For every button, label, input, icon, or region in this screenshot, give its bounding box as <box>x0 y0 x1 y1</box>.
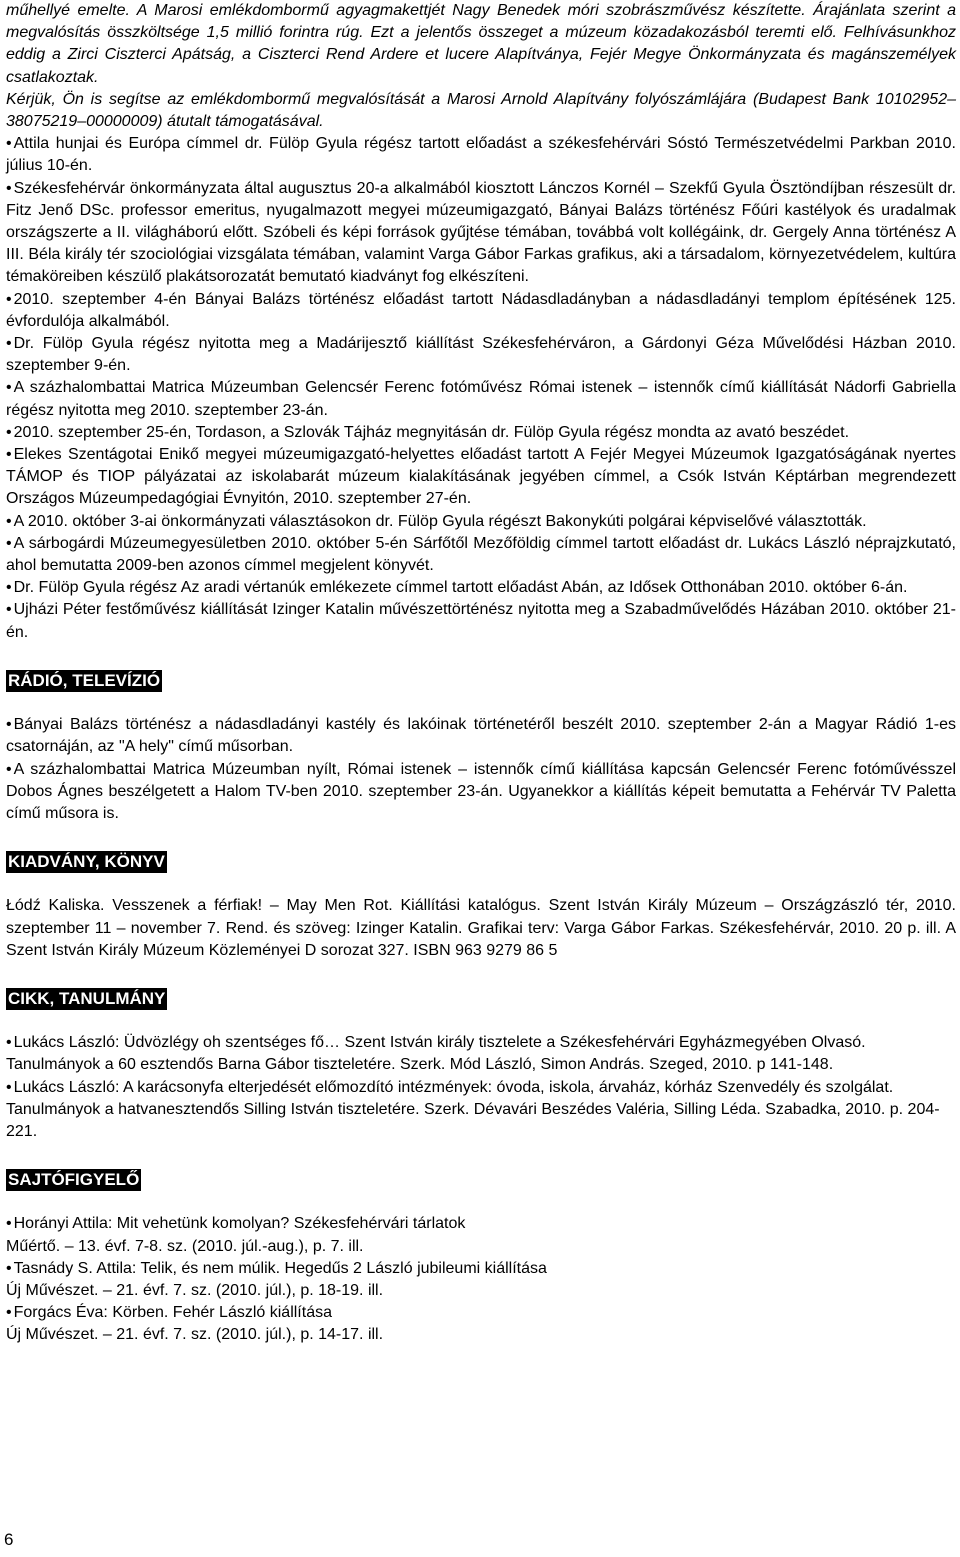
radio-tv-item <box>6 714 956 758</box>
bullet-icon: • <box>6 179 12 197</box>
press-source: Új Művészet. – 21. évf. 7. sz. (2010. júl.), p. 18-19. ill. <box>6 1281 384 1299</box>
article-item <box>6 1032 956 1076</box>
document-page <box>6 0 956 1347</box>
event-item <box>6 377 956 421</box>
press-source: Új Művészet. – 21. évf. 7. sz. (2010. júl.), p. 14-17. ill. <box>6 1326 384 1344</box>
bullet-icon: • <box>6 760 12 778</box>
item-text: Tasnády S. Attila: Telik, és nem múlik. Hegedűs 2 László jubileumi kiállítása <box>13 1259 547 1277</box>
item-text: 2010. szeptember 25-én, Tordason, a Szlovák Tájház megnyitásán dr. Fülöp Gyula régész mondta az avató beszédet. <box>13 423 850 441</box>
event-item <box>6 577 956 599</box>
press-item <box>6 1258 956 1302</box>
item-text: 2010. szeptember 4-én Bányai Balázs történész előadást tartott Nádasdladányban a nádasdladányi templom építésének 125. évfordulója alkalmából. <box>6 290 956 330</box>
item-text: Elekes Szentágotai Enikő megyei múzeumigazgató-helyettes előadást tartott A Fejér Megyei Múzeumok Igazgatóságának nyertes TÁMOP és TIOP pályázatai az iskolabarát múzeum kialakításának jegyében címmel, a Csók István Képtárban megrendezett Országos Múzeumpedagógiai Évnyitón, 2010. szeptember 27-én. <box>6 446 956 508</box>
item-text: Horányi Attila: Mit vehetünk komolyan? Székesfehérvári tárlatok <box>13 1215 466 1233</box>
bullet-icon: • <box>6 290 12 308</box>
bullet-icon: • <box>6 423 12 441</box>
event-item <box>6 599 956 643</box>
publication-entry: Łódź Kaliska. Vesszenek a férfiak! – May Men Rot. Kiállítási katalógus. Szent István Király Múzeum – Országzászló tér, 2010. szeptember 11 – november 7. Rend. és szöveg: Izinger Katalin. Grafikai terv: Varga Gábor Farkas. Székesfehérvár, 2010. 20 p. ill. A Szent István Király Múzeum Közleményei D sorozat 327. ISBN 963 9279 86 5 <box>6 897 956 959</box>
event-item <box>6 133 956 177</box>
event-item <box>6 444 956 511</box>
item-text: Forgács Éva: Körben. Fehér László kiállítása <box>13 1304 332 1322</box>
events-list <box>6 133 956 644</box>
section-heading: RÁDIÓ, TELEVÍZIÓ <box>8 670 161 690</box>
section-heading: SAJTÓFIGYELŐ <box>8 1170 140 1190</box>
event-item <box>6 511 956 533</box>
item-text: Attila hunjai és Európa címmel dr. Fülöp Gyula régész tartott előadást a székesfehérvári Sóstó Természetvédelmi Parkban 2010. július 10-én. <box>6 135 956 175</box>
bullet-icon: • <box>6 446 12 464</box>
event-item <box>6 289 956 333</box>
article-item <box>6 1077 956 1144</box>
item-text: Székesfehérvár önkormányzata által augusztus 20-a alkalmából kiosztott Lánczos Kornél – Szekfű Gyula Ösztöndíjban részesült dr. Fitz Jenő DSc. professor emeritus, nyugalmazott megyei múzeumigazgató, Bányai Balázs történész Főúri kastélyok és uradalmak országszerte a II. világháború előtt. Szóbeli és képi források gyűjtése témában, továbbá volt kollégáink, dr. Gergely Anna történész A III. Béla király tér szociológiai vizsgálata témában, valamint Varga Gábor Farkas grafikus, aki a társadalom, környezetvédelem, kultúra témaköreiben készülő plakátsorozatát bemutató kiadványt fog elkészíteni. <box>6 179 956 286</box>
press-title <box>6 1258 956 1280</box>
section-heading: KIADVÁNY, KÖNYV <box>8 852 165 872</box>
item-text: A százhalombattai Matrica Múzeumban nyílt, Római istenek – istennők című kiállítása kapcsán Gelencsér Ferenc fotóművésszel Dobos Ágnes beszélgetett a Halom TV-ben 2010. szeptember 23-án. Ugyanekkor a kiállítás képeit bemutatta a Fehérvár TV Paletta című műsora is. <box>6 760 956 822</box>
bullet-icon: • <box>6 135 12 153</box>
radio-tv-list <box>6 714 956 825</box>
item-text: A sárbogárdi Múzeumegyesületben 2010. október 5-én Sárfőtől Mezőföldig címmel tartott előadást dr. Lukács László néprajzkutató, ahol bemutatta 2009-ben azonos címmel megjelent könyvét. <box>6 534 956 575</box>
bullet-icon: • <box>6 335 12 353</box>
bullet-icon: • <box>6 534 12 552</box>
bullet-icon: • <box>6 1078 12 1096</box>
item-text: Lukács László: Üdvözlégy oh szentséges fő… Szent István király tisztelete a Székesfehérvári Egyházmegyében Olvasó. Tanulmányok a 60 esztendős Barna Gábor tiszteletére. Szerk. Mód László, Simon András. Szeged, 2010. p 141-148. <box>6 1034 866 1074</box>
press-item <box>6 1213 956 1257</box>
press-title <box>6 1213 956 1235</box>
event-item <box>6 178 956 289</box>
bullet-icon: • <box>6 1034 12 1052</box>
bullet-icon: • <box>6 601 12 619</box>
donation-appeal: Kérjük, Ön is segítse az emlékdombormű megvalósítását a Marosi Arnold Alapítvány folyószámlájára (Budapest Bank 10102952–38075219–00000009) átutalt támogatásával. <box>6 90 956 131</box>
item-text: Dr. Fülöp Gyula régész Az aradi vértanúk emlékezete címmel tartott előadást Abán, az Idősek Otthonában 2010. október 6-án. <box>13 579 908 597</box>
item-text: Ujházi Péter festőművész kiállítását Izinger Katalin művészettörténész nyitotta meg a Szabadművelődés Házában 2010. október 21-én. <box>6 601 956 641</box>
articles-list <box>6 1032 956 1143</box>
section-articles <box>6 988 956 1011</box>
item-text: Bányai Balázs történész a nádasdladányi kastély és lakóinak történetéről beszélt 2010. szeptember 2-án a Magyar Rádió 1-es csatornáján, az "A hely" című műsorban. <box>6 716 956 756</box>
radio-tv-item <box>6 759 956 826</box>
press-title <box>6 1302 956 1324</box>
bullet-icon: • <box>6 716 12 734</box>
press-list <box>6 1213 956 1346</box>
bullet-icon: • <box>6 1215 12 1233</box>
section-radio-tv <box>6 670 956 693</box>
item-text: Lukács László: A karácsonyfa elterjedését előmozdító intézmények: óvoda, iskola, árvaház, kórház Szenvedély és szolgálat. Tanulmányok a hatvanesztendős Silling István tiszteletére. Szerk. Dévavári Beszédes Valéria, Silling Léda. Szabadka, 2010. p. 204-221. <box>6 1078 940 1140</box>
section-press <box>6 1169 956 1192</box>
event-item <box>6 333 956 377</box>
section-publication <box>6 851 956 874</box>
page-number: 6 <box>4 1530 14 1549</box>
press-source: Műértő. – 13. évf. 7-8. sz. (2010. júl.-aug.), p. 7. ill. <box>6 1237 364 1255</box>
intro-paragraph: műhellyé emelte. A Marosi emlékdombormű agyagmakettjét Nagy Benedek móri szobrászművész készítette. Árajánlata szerint a megvalósítás összköltsége 1,5 millió forintra rúg. Ezt a jelentős összeget a múzeum közadakozásból teremti elő. Felhívásunkhoz eddig a Zirci Ciszterci Apátság, a Ciszterci Rend Ardere et lucere Alapítványa, Fejér Megye Önkormányzata és magánszemélyek csatlakoztak. <box>6 2 956 86</box>
item-text: A százhalombattai Matrica Múzeumban Gelencsér Ferenc fotóművész Római istenek – istennők című kiállítását Nádorfi Gabriella régész nyitotta meg 2010. szeptember 23-án. <box>6 379 956 419</box>
item-text: A 2010. október 3-ai önkormányzati választásokon dr. Fülöp Gyula régészt Bakonykúti polgárai képviselővé választották. <box>13 512 867 530</box>
bullet-icon: • <box>6 512 12 530</box>
bullet-icon: • <box>6 1304 12 1322</box>
section-heading: CIKK, TANULMÁNY <box>8 988 166 1008</box>
event-item <box>6 422 956 444</box>
bullet-icon: • <box>6 579 12 597</box>
item-text: Dr. Fülöp Gyula régész nyitotta meg a Madárijesztő kiállítást Székesfehérváron, a Gárdonyi Géza Művelődési Házban 2010. szeptember 9-én. <box>6 335 956 375</box>
bullet-icon: • <box>6 1259 12 1277</box>
bullet-icon: • <box>6 379 12 397</box>
press-item <box>6 1302 956 1346</box>
event-item <box>6 533 956 577</box>
